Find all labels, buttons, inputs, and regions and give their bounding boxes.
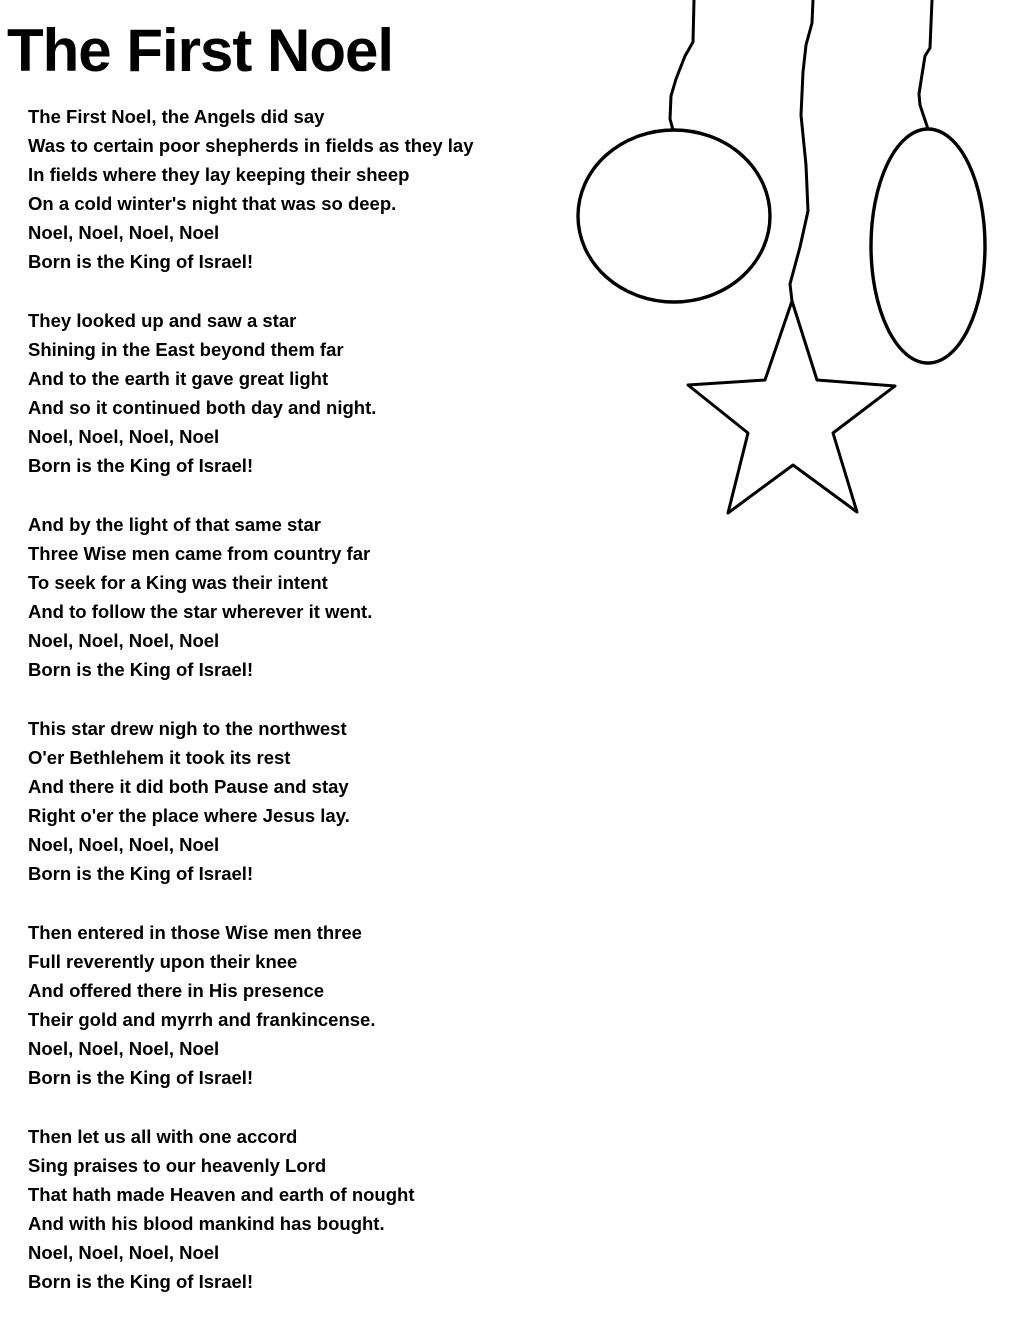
lyric-line: And offered there in His presence [28, 980, 325, 1001]
string-icon [670, 0, 694, 130]
lyric-line: Right o'er the place where Jesus lay. [28, 805, 350, 826]
stanza-1 [28, 102, 474, 276]
lyric-line: And to the earth it gave great light [28, 368, 329, 389]
lyric-line: Born is the King of Israel! [28, 863, 254, 884]
stanza-5 [28, 918, 474, 1092]
string-icon [790, 0, 813, 301]
page-title: The First Noel [7, 17, 394, 84]
lyric-line: That hath made Heaven and earth of nought [28, 1184, 415, 1205]
lyric-line: This star drew nigh to the northwest [28, 718, 347, 739]
lyric-line: O'er Bethlehem it took its rest [28, 747, 291, 768]
stanza-4 [28, 714, 474, 888]
lyric-line: Noel, Noel, Noel, Noel [28, 834, 220, 855]
lyric-line: Noel, Noel, Noel, Noel [28, 630, 220, 651]
lyric-line: Then let us all with one accord [28, 1126, 298, 1147]
lyric-line: And so it continued both day and night. [28, 397, 377, 418]
lyric-line: Was to certain poor shepherds in fields as they lay [28, 135, 474, 156]
lyric-line: Noel, Noel, Noel, Noel [28, 222, 220, 243]
string-icon [919, 0, 932, 129]
lyric-line: On a cold winter's night that was so deep. [28, 193, 397, 214]
lyric-line: Born is the King of Israel! [28, 659, 254, 680]
star-ornament-icon [688, 301, 895, 513]
lyric-line: Noel, Noel, Noel, Noel [28, 426, 220, 447]
lyric-line: Their gold and myrrh and frankincense. [28, 1009, 376, 1030]
lyric-line: Noel, Noel, Noel, Noel [28, 1038, 220, 1059]
lyric-line: And to follow the star wherever it went. [28, 601, 373, 622]
lyric-line: And with his blood mankind has bought. [28, 1213, 385, 1234]
stanza-2 [28, 306, 474, 480]
stanza-6 [28, 1122, 474, 1296]
lyric-line: Born is the King of Israel! [28, 1067, 254, 1088]
oval-bauble-ornament-icon [871, 129, 985, 363]
lyric-line: Full reverently upon their knee [28, 951, 298, 972]
lyric-line: Three Wise men came from country far [28, 543, 371, 564]
lyric-line: Born is the King of Israel! [28, 455, 254, 476]
lyric-line: The First Noel, the Angels did say [28, 106, 325, 127]
lyric-line: Sing praises to our heavenly Lord [28, 1155, 327, 1176]
lyric-line: And there it did both Pause and stay [28, 776, 349, 797]
lyric-line: Noel, Noel, Noel, Noel [28, 1242, 220, 1263]
stanza-3 [28, 510, 474, 684]
lyric-line: Shining in the East beyond them far [28, 339, 344, 360]
lyric-line: Born is the King of Israel! [28, 251, 254, 272]
lyric-line: To seek for a King was their intent [28, 572, 328, 593]
lyric-line: Then entered in those Wise men three [28, 922, 362, 943]
round-bauble-ornament-icon [578, 130, 770, 302]
lyrics [28, 102, 474, 1319]
lyric-line: Born is the King of Israel! [28, 1271, 254, 1292]
lyric-line: They looked up and saw a star [28, 310, 297, 331]
lyric-line: And by the light of that same star [28, 514, 321, 535]
lyric-line: In fields where they lay keeping their sheep [28, 164, 410, 185]
